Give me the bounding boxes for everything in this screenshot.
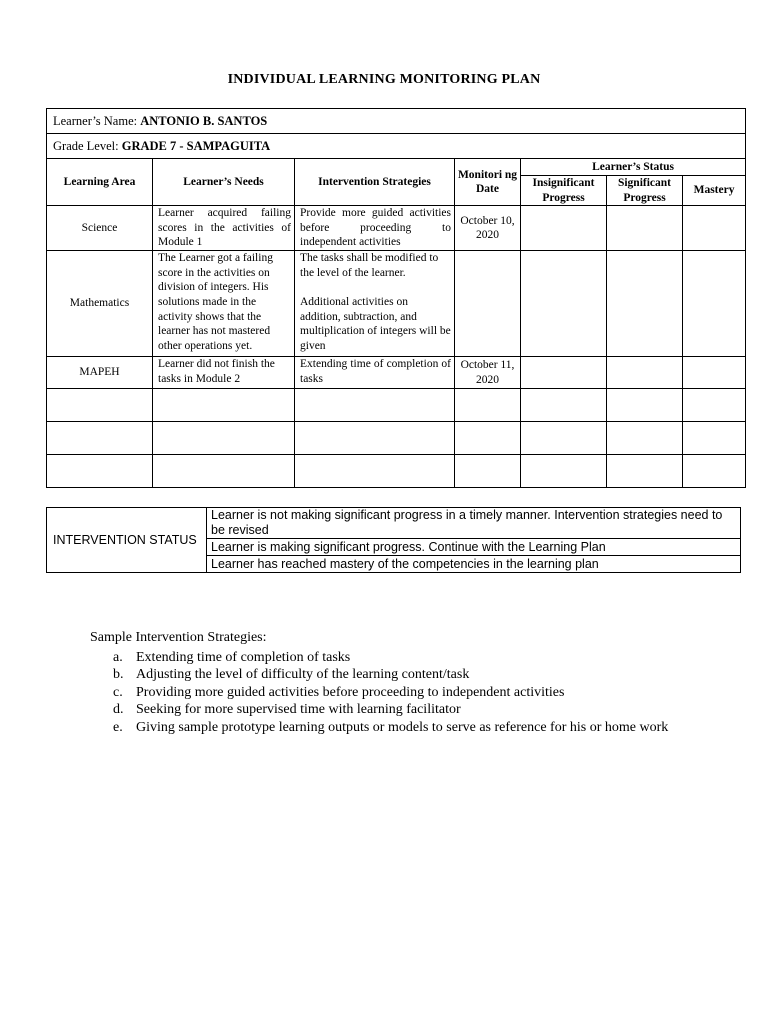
empty-row [47,389,746,422]
sample-strategies [90,629,690,736]
grade-level-value: GRADE 7 - SAMPAGUITA [121,138,271,153]
empty-cell [47,422,153,455]
intervention-status-label: INTERVENTION STATUS [47,508,207,573]
list-marker: e. [113,719,123,735]
empty-row [47,422,746,455]
cell-intervention-strategies: Extending time of completion of tasks [295,357,455,389]
header-learners-status: Learner’s Status [521,159,746,176]
grade-level-label: Grade Level: [53,138,119,153]
cell-learners-needs: The Learner got a failing score in the activities on division of integers. His solutions made in the activity shows that the learner has not mastered other operations yet. [153,251,295,357]
list-marker: b. [113,667,124,682]
strategy-text-2: Additional activities on addition, subtraction, and multiplication of integers will be given [300,295,451,352]
empty-cell [521,389,607,422]
empty-cell [47,389,153,422]
header-row-1 [47,159,746,176]
list-item-text: Extending time of completion of tasks [136,649,351,665]
table-row [47,206,746,251]
header-intervention-strategies: Intervention Strategies [295,159,455,206]
cell-intervention-strategies: Provide more guided activities before proceeding to independent activities [295,206,455,251]
table-row [47,251,746,357]
cell-learning-area: Science [47,206,153,251]
cell-learners-needs: Learner did not finish the tasks in Module 2 [153,357,295,389]
list-marker: c. [113,684,123,700]
document-title: INDIVIDUAL LEARNING MONITORING PLAN [227,72,541,87]
list-item [90,684,690,702]
sample-strategies-heading: Sample Intervention Strategies: [90,630,267,645]
list-marker: a. [113,649,123,665]
empty-cell [521,455,607,488]
list-item [90,719,690,737]
cell-mastery [683,206,746,251]
cell-intervention-strategies [295,251,455,357]
learner-name-cell [47,109,746,134]
empty-cell [521,422,607,455]
cell-insignificant [521,357,607,389]
status-not-significant: Learner is not making significant progress in a timely manner. Intervention strategies need to be revised [207,508,741,539]
empty-cell [295,389,455,422]
list-item [90,701,690,719]
empty-cell [683,389,746,422]
cell-monitoring-date: October 11, 2020 [455,357,521,389]
empty-cell [607,389,683,422]
learner-name-value: ANTONIO B. SANTOS [140,113,268,128]
header-insignificant-progress: Insignificant Progress [521,176,607,206]
cell-significant [607,206,683,251]
empty-cell [295,455,455,488]
cell-learners-needs: Learner acquired failing scores in the activities of Module 1 [153,206,295,251]
intervention-status-table [46,507,741,573]
cell-significant [607,251,683,357]
monitoring-plan-table [46,108,746,488]
empty-row [47,455,746,488]
cell-monitoring-date [455,251,521,357]
header-monitoring-date: Monitori ng Date [455,159,521,206]
empty-cell [455,422,521,455]
learner-name-label: Learner’s Name: [53,113,138,128]
list-marker: d. [113,702,124,717]
status-row [47,508,741,539]
cell-mastery [683,357,746,389]
learner-name-row [47,109,746,134]
empty-cell [47,455,153,488]
empty-cell [607,455,683,488]
list-item [90,649,690,667]
cell-learning-area: Mathematics [47,251,153,357]
empty-cell [683,422,746,455]
cell-insignificant [521,251,607,357]
strategy-spacer [300,280,451,295]
empty-cell [455,455,521,488]
cell-learning-area: MAPEH [47,357,153,389]
list-item-text: Giving sample prototype learning outputs or models to serve as reference for his or home work [136,719,669,735]
empty-cell [683,455,746,488]
table-row [47,357,746,389]
empty-cell [153,455,295,488]
status-significant: Learner is making significant progress. Continue with the Learning Plan [207,539,741,556]
empty-cell [153,422,295,455]
grade-level-row [47,134,746,159]
header-learners-needs: Learner’s Needs [153,159,295,206]
strategy-text-1: The tasks shall be modified to the level of the learner. [300,252,439,279]
list-item-text: Adjusting the level of difficulty of the learning content/task [136,667,470,682]
empty-cell [153,389,295,422]
list-item-text: Seeking for more supervised time with learning facilitator [136,702,461,717]
status-mastery: Learner has reached mastery of the competencies in the learning plan [207,556,741,573]
list-item-text: Providing more guided activities before proceeding to independent activities [136,684,565,700]
cell-significant [607,357,683,389]
empty-cell [295,422,455,455]
header-learning-area: Learning Area [47,159,153,206]
empty-cell [455,389,521,422]
header-significant-progress: Significant Progress [607,176,683,206]
sample-strategies-list [90,649,690,737]
empty-cell [607,422,683,455]
grade-level-cell [47,134,746,159]
cell-mastery [683,251,746,357]
header-mastery: Mastery [683,176,746,206]
list-item [90,666,690,684]
cell-insignificant [521,206,607,251]
cell-monitoring-date: October 10, 2020 [455,206,521,251]
